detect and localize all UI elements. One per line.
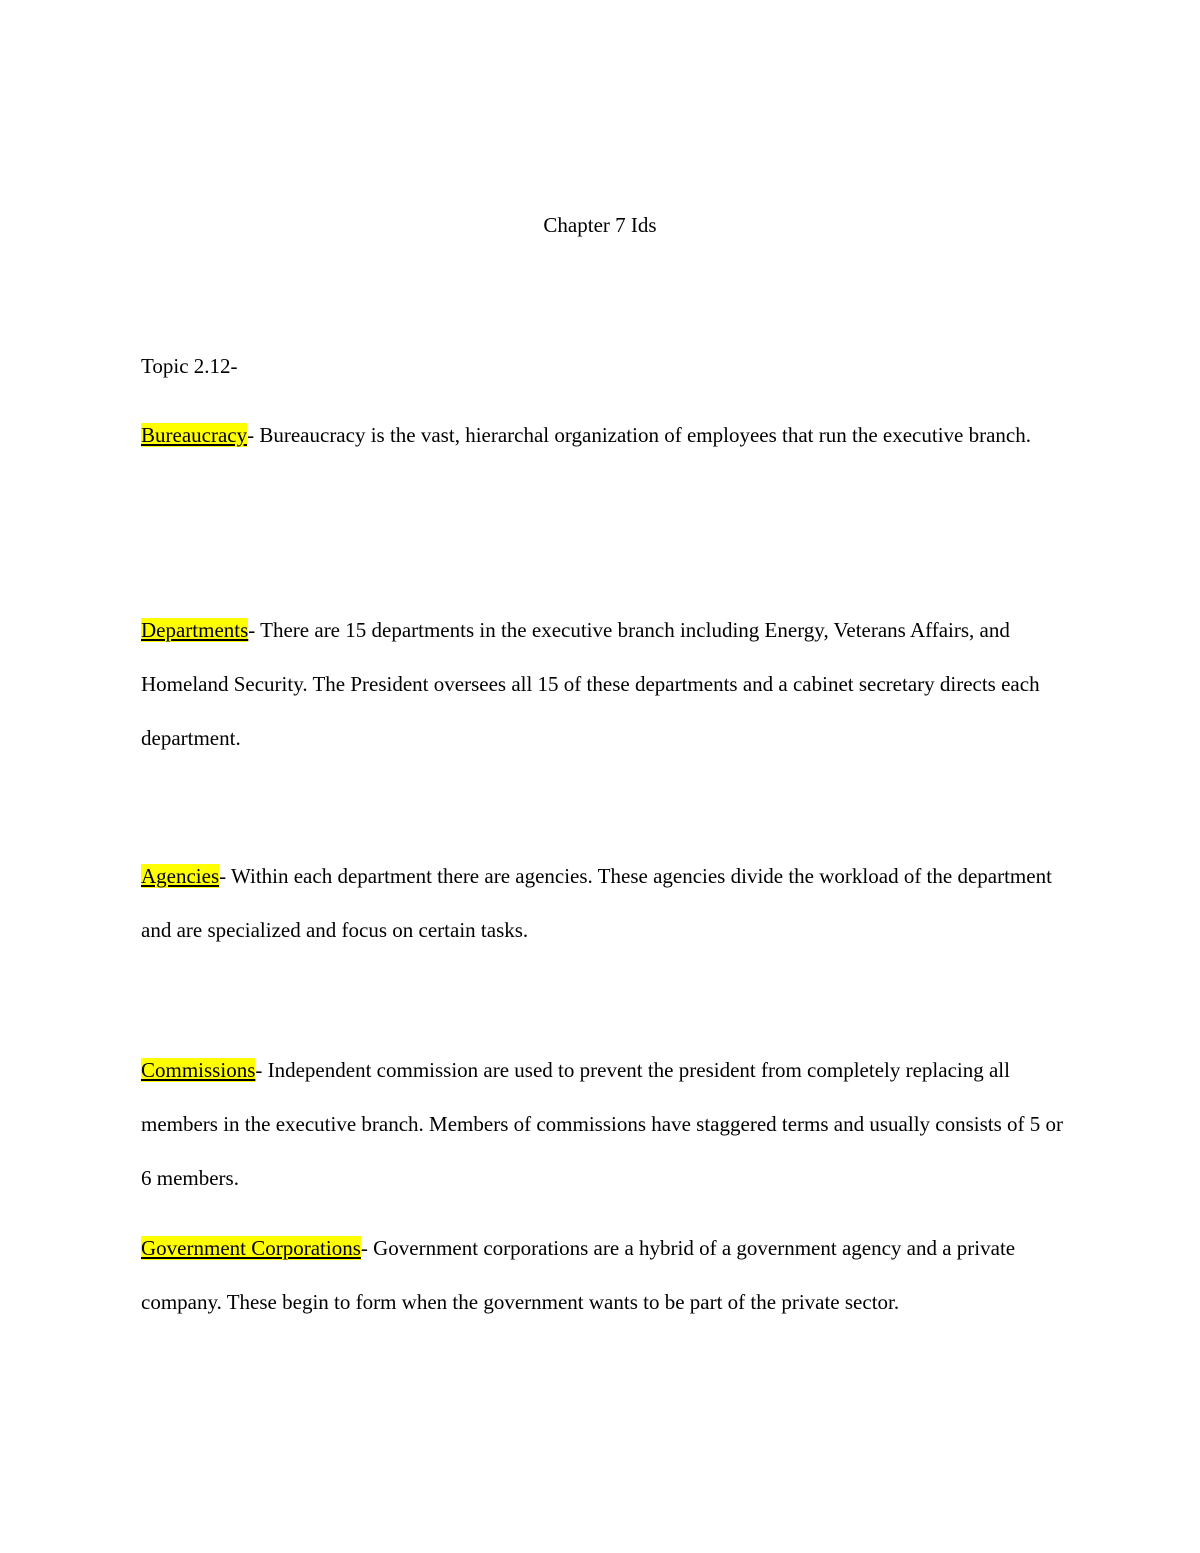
topic-heading: Topic 2.12- [141, 354, 238, 378]
term-highlighted: Bureaucracy [141, 423, 248, 447]
term-definition: - Independent commission are used to prevent the president from completely replacing all members in the executive branch. Members of commissions have staggered terms and usually consists of 5 or 6 members. [141, 1058, 1064, 1190]
entry-departments [141, 603, 1071, 765]
term-definition: - Government corporations are a hybrid of a government agency and a private company. These begin to form when the government wants to be part of the private sector. [141, 1236, 1016, 1314]
document-title: Chapter 7 Ids [543, 213, 657, 237]
term-definition: - Within each department there are agencies. These agencies divide the workload of the department and are specialized and focus on certain tasks. [141, 864, 1052, 942]
entry-commissions [141, 1043, 1071, 1205]
term-definition: - Bureaucracy is the vast, hierarchal organization of employees that run the executive branch. [247, 423, 1031, 447]
term-highlighted: Commissions [141, 1058, 256, 1082]
entry-bureaucracy [141, 408, 1071, 462]
entry-agencies [141, 849, 1071, 957]
term-highlighted: Government Corporations [141, 1236, 361, 1260]
term-highlighted: Agencies [141, 864, 220, 888]
entry-government-corporations [141, 1221, 1071, 1329]
term-highlighted: Departments [141, 618, 249, 642]
term-definition: - There are 15 departments in the executive branch including Energy, Veterans Affairs, and Homeland Security. The President oversees all 15 of these departments and a cabinet secretary directs each department. [141, 618, 1040, 750]
